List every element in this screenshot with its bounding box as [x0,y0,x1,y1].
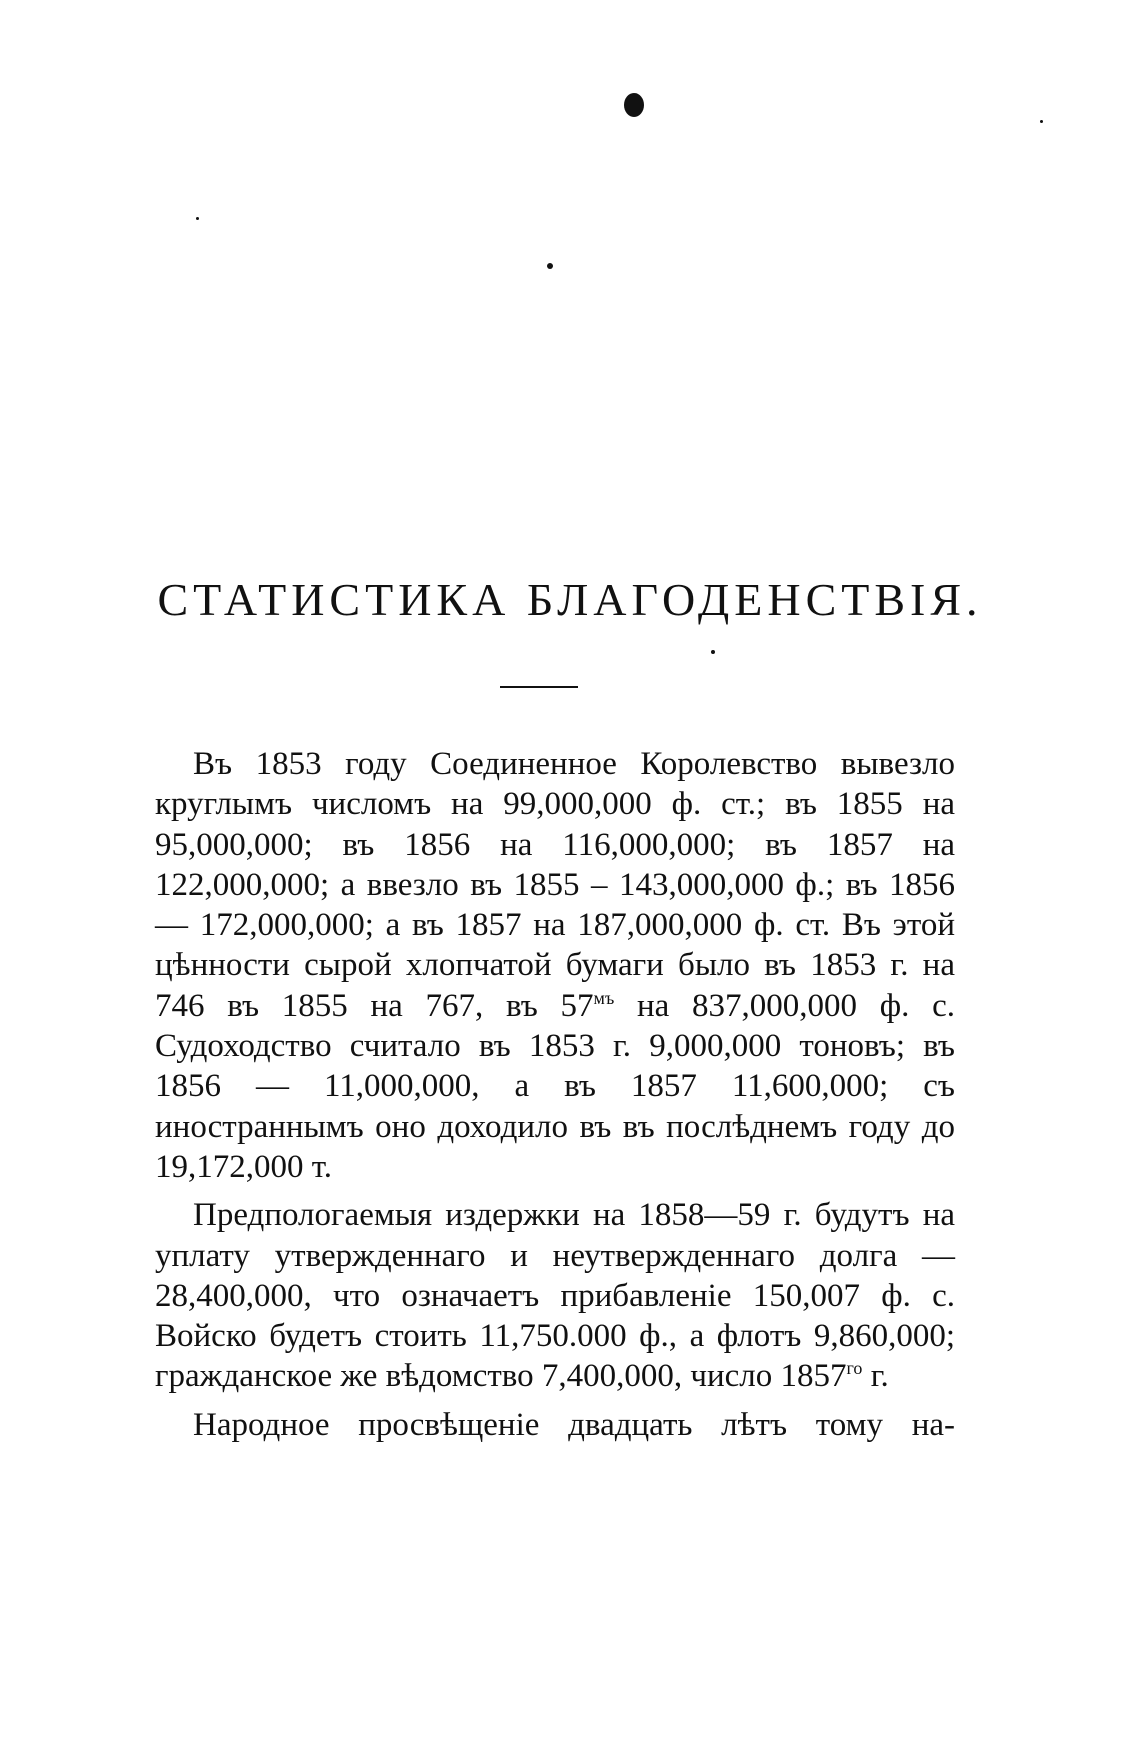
paragraph [155,1405,955,1445]
superscript: го [846,1358,863,1379]
title-divider [500,686,578,688]
paragraph-text: Народное просвѣщеніе двадцать лѣтъ тому на- [193,1406,955,1443]
paragraph-text: Предпологаемыя издержки на 1858—59 г. будутъ на уплату утвержденнаго и неутвержденнаго долга — 28,400,000, что означаетъ прибавленіе 150,007 ф. с. Войско будетъ стоить 11,750.000 ф., а флотъ 9,860,000; гражданское же вѣдомство 7,400,000, число 1857 [155,1197,955,1395]
paragraph-text: на 837,000,000 ф. с. Судоходство считало въ 1853 г. 9,000,000 тоновъ; въ 1856 — 11,000,000, а въ 1857 11,600,000; съ иностраннымъ оно доходило въ въ послѣднемъ году до 19,172,000 т. [155,987,955,1185]
body-text [155,744,955,1453]
paragraph [155,1195,955,1396]
ink-speck [196,217,199,220]
superscript: мъ [593,987,615,1008]
paragraph [155,744,955,1187]
ink-speck [1040,120,1043,123]
page-title: СТАТИСТИКА БЛАГОДЕНСТВІЯ. [157,574,983,625]
paragraph-text: Въ 1853 году Соединенное Королевство вывезло круглымъ числомъ на 99,000,000 ф. ст.; въ 1855 на 95,000,000; въ 1856 на 116,000,000; въ 1857 на 122,000,000; а ввезло въ 1855 – 143,000,000 ф.; въ 1856 — 172,000,000; а въ 1857 на 187,000,000 ф. ст. Въ этой цѣнности сырой хлопчатой бумаги было въ 1853 г. на 746 въ 1855 на 767, въ 57 [155,746,955,1024]
ink-speck [547,263,553,269]
ink-speck [711,650,715,654]
ink-blot [624,93,644,117]
paragraph-text: г. [862,1358,889,1395]
